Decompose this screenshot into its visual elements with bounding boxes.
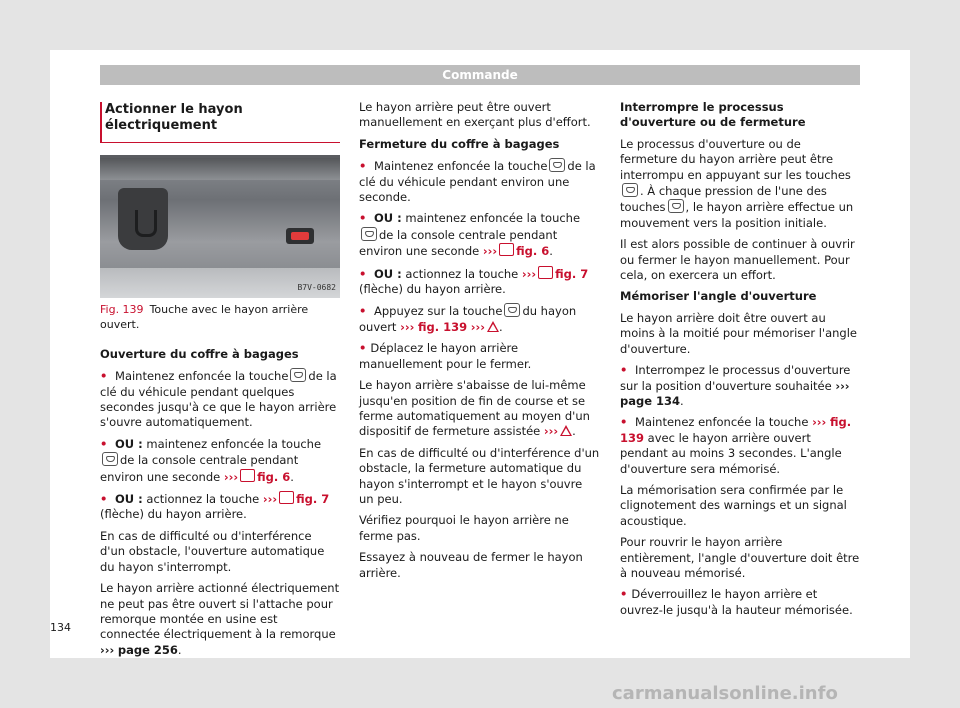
bullet-item: • Déplacez le hayon arrière manuellement pour le fermer. (359, 341, 600, 372)
bullet-item: • Déverrouillez le hayon arrière et ouvrez-le jusqu'à la hauteur mémorisée. (620, 587, 860, 618)
paragraph: La mémorisation sera confirmée par le clignotement des warnings et un signal acoustique. (620, 482, 847, 528)
bullet-item: • OU : actionnez la touche ››› fig. 7 (flèche) du hayon arrière. (100, 491, 340, 523)
bullet-item: • Interrompez le processus d'ouverture sur la position d'ouverture souhaitée ››› page 134. (620, 363, 860, 409)
bullet-item: • Maintenez enfoncée la touche de la clé du véhicule pendant quelques secondes jusqu'à ce que le hayon arrière s'ouvre automatiquement. (100, 368, 340, 431)
fig-7-link[interactable]: fig. 7 (296, 492, 330, 507)
fig-7-link[interactable]: fig. 7 (555, 266, 589, 281)
page-256-link[interactable]: page 256 (117, 642, 178, 657)
key-icon (290, 368, 306, 382)
key-icon (504, 303, 520, 317)
key-icon (668, 199, 684, 213)
key-icon (622, 183, 638, 197)
warning-icon (487, 321, 499, 332)
caption-text: Touche avec le hayon arrière ouvert. (100, 303, 309, 332)
manual-page (50, 50, 910, 658)
bullet-item: • OU : maintenez enfoncée la touchede la console centrale pendant environ une seconde ››› fig. 6. (100, 437, 340, 485)
heading-memorize: Mémoriser l'angle d'ouverture (620, 289, 817, 304)
book-icon (538, 266, 553, 279)
paragraph: Pour rouvrir le hayon arrière entièrement, l'angle d'ouverture doit être à nouveau mémorisé. (620, 535, 860, 580)
paragraph: Essayez à nouveau de fermer le hayon arrière. (359, 550, 583, 580)
paragraph: Le hayon arrière s'abaisse de lui-même jusqu'en position de fin de course et se ferme automatiquement au moyen d'un dispositif de fermeture assistée ››› . (359, 378, 590, 439)
column-1 (100, 102, 340, 664)
figure-139 (100, 155, 340, 298)
bullet-item: • Appuyez sur la touche du hayon ouvert ››› fig. 139 ››› . (359, 303, 600, 335)
paragraph: Vérifiez pourquoi le hayon arrière ne ferme pas. (359, 513, 569, 543)
paragraph: Le processus d'ouverture ou de fermeture du hayon arrière peut être interrompu en appuyant sur les touches. À chaque pression de l'une des touches , le hayon arrière effectue un mouvement vers la position initiale. (620, 136, 854, 230)
section-title: Actionner le hayon électriquement (100, 102, 340, 143)
paragraph: Le hayon arrière actionné électriquement ne peut pas être ouvert si l'attache pour remorque montée en usine est connectée électriquement à la remorque ››› page 256. (100, 581, 340, 657)
figure-code: B7V-0682 (297, 282, 336, 292)
book-icon (240, 469, 255, 482)
paragraph: En cas de difficulté ou d'interférence d'un obstacle, la fermeture automatique du hayon s'interrompt et le hayon s'ouvre un peu. (359, 445, 600, 506)
key-icon (102, 452, 118, 466)
paragraph: Il est alors possible de continuer à ouvrir ou fermer le hayon manuellement. Pour cela, on exercera un effort. (620, 237, 855, 283)
page-134-link[interactable]: page 134 (620, 393, 681, 408)
key-icon (549, 158, 565, 172)
heading-opening: Ouverture du coffre à bagages (100, 346, 299, 361)
paragraph: Le hayon arrière peut être ouvert manuellement en exerçant plus d'effort. (359, 100, 591, 130)
watermark: carmanualsonline.info (612, 683, 838, 704)
bullet-item: • OU : actionnez la touche ››› fig. 7 (flèche) du hayon arrière. (359, 266, 600, 298)
key-icon (361, 227, 377, 241)
book-icon (499, 243, 514, 256)
heading-interrupt: Interrompre le processus d'ouverture ou de fermeture (620, 100, 806, 130)
tailgate-lip (100, 158, 340, 180)
bullet-item: • OU : maintenez enfoncée la touchede la console centrale pendant environ une seconde ››› fig. 6. (359, 211, 600, 259)
fig-139-link[interactable]: fig. 139 (620, 415, 852, 445)
column-2 (359, 100, 600, 587)
heading-closing: Fermeture du coffre à bagages (359, 136, 560, 151)
fig-6-link[interactable]: fig. 6 (516, 244, 550, 259)
warning-icon (560, 425, 572, 436)
column-3 (620, 100, 860, 624)
figure-caption (100, 302, 340, 333)
book-icon (279, 491, 294, 504)
fig-6-link[interactable]: fig. 6 (257, 469, 291, 484)
paragraph: Le hayon arrière doit être ouvert au moins à la moitié pour mémoriser l'angle d'ouverture. (620, 310, 857, 356)
page-number: 134 (50, 621, 71, 634)
fig-139-link[interactable]: fig. 139 (417, 319, 468, 334)
bullet-item: • Maintenez enfoncée la touche ››› fig. 139 avec le hayon arrière ouvert pendant au moins 3 secondes. L'angle d'ouverture sera mémorisé. (620, 415, 860, 477)
figure-label: Fig. 139 (100, 303, 144, 316)
page-header: Commande (100, 65, 860, 85)
paragraph: En cas de difficulté ou d'interférence d'un obstacle, l'ouverture automatique du hayon s'interrompt. (100, 528, 325, 574)
bullet-item: • Maintenez enfoncée la touche de la clé du véhicule pendant environ une seconde. (359, 158, 600, 205)
latch-illustration (118, 188, 168, 250)
close-button-illustration (286, 228, 314, 244)
